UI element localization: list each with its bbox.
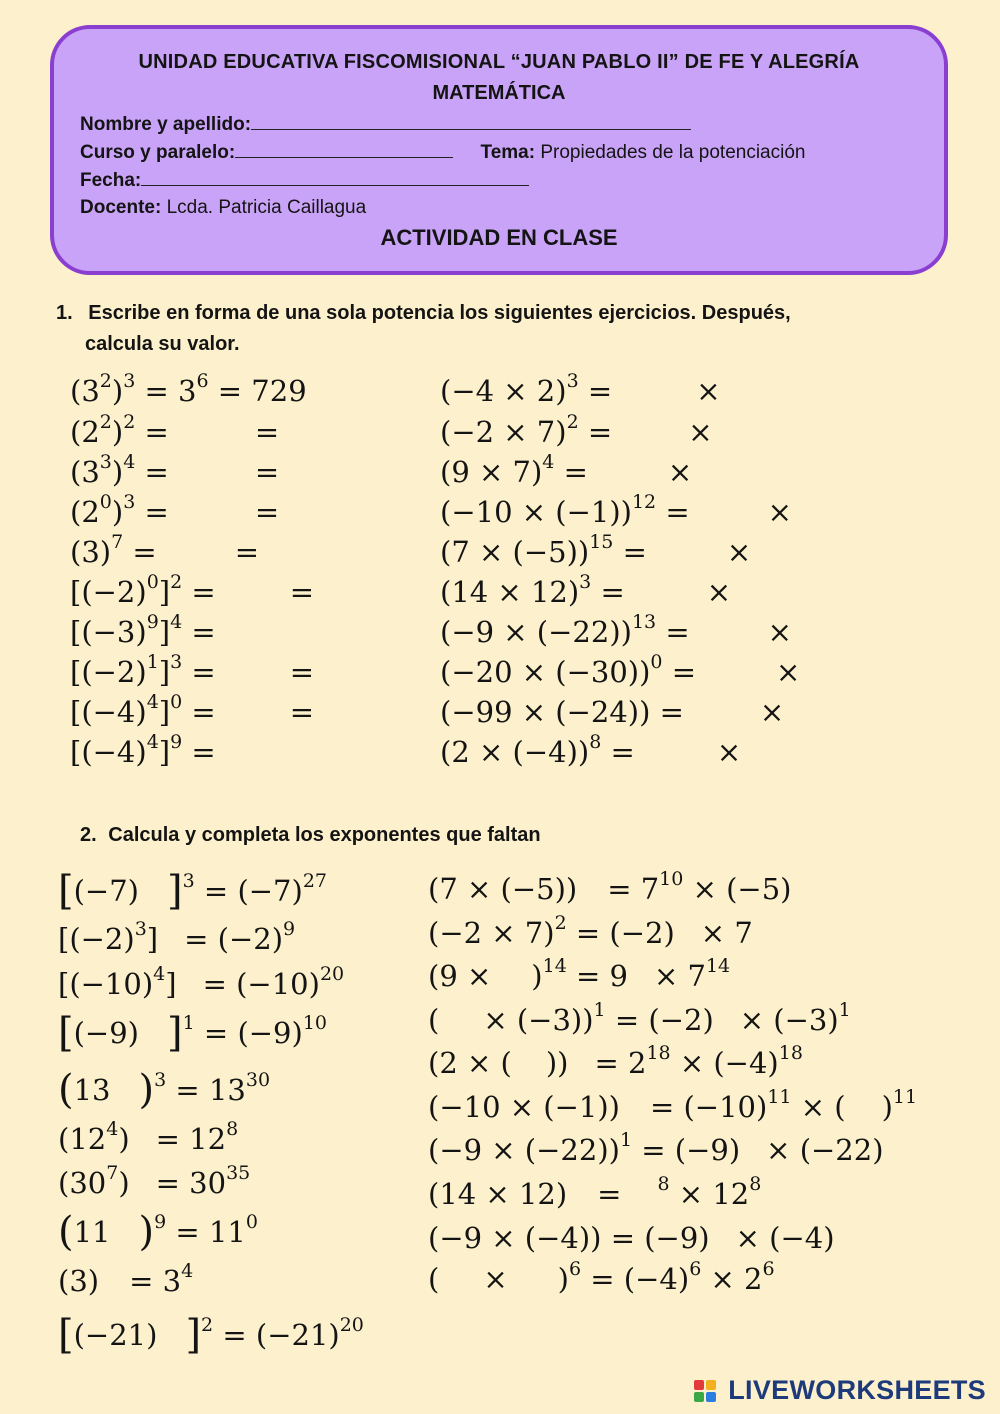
date-label: Fecha: <box>80 170 142 191</box>
q2-left-eq-4: [(−9) ]$^1 = (-9)^{10}$ <box>58 1010 328 1056</box>
teacher-row <box>80 197 366 219</box>
q2-left-eq-3: $[(-10)^4] = (-10)^{20}$ <box>58 962 345 1001</box>
q1-right-eq-3: $(9 \times 7)^4$ = × <box>440 450 693 489</box>
q2-right-eq-3: $(9 \times )^{14} = 9 \times 7^{14}$ <box>428 954 731 993</box>
q2-number: 2. <box>80 824 97 846</box>
name-label: Nombre y apellido: <box>80 114 252 135</box>
q1-left-eq-1: $(3^2)^3 = 3^6 = 729$ <box>70 369 307 408</box>
course-row <box>80 142 805 164</box>
q1-right-eq-5: $(7 \times (-5))^{15}$ = × <box>440 530 752 569</box>
q2-title <box>80 820 541 851</box>
q1-left-eq-2: $(2^2)^2$ = = <box>70 410 280 449</box>
activity-title: ACTIVIDAD EN CLASE <box>380 225 618 250</box>
q1-left-eq-5: $(3)^7$ = = <box>70 530 260 569</box>
q2-title-text: Calcula y completa los exponentes que faltan <box>108 824 541 846</box>
q1-right-eq-6: $(14 \times 12)^3$ = × <box>440 570 732 609</box>
name-input[interactable] <box>251 115 691 130</box>
q1-right-eq-8: $(-20 \times (-30))^0$ = × <box>440 650 801 689</box>
q1-left-eq-7: $[(-3)^9]^4$ = <box>70 610 216 649</box>
q1-left-eq-4: $(2^0)^3$ = = <box>70 490 280 529</box>
q2-left-eq-1: [(−7) ]$^3 = (-7)^{27}$ <box>58 868 328 914</box>
q2-left-eq-10: [(−21) ]$^2 = (-21)^{20}$ <box>58 1312 364 1358</box>
liveworksheets-logo-icon <box>694 1380 716 1402</box>
q1-left-eq-9: $[(-4)^4]^0$ = = <box>70 690 315 729</box>
q1-title-line2: calcula su valor. <box>85 333 240 355</box>
q2-right-eq-8: $(14 \times 12) = ^8 \times 12^8$ <box>428 1172 762 1211</box>
topic-label: Tema: <box>480 142 536 163</box>
q1-left-eq-6: $[(-2)^0]^2$ = = <box>70 570 315 609</box>
q1-title <box>56 298 936 360</box>
q2-right-eq-7: $(-9 \times (-22))^1 = (-9) \times (-22)$ <box>428 1128 884 1167</box>
q1-right-eq-7: $(-9 \times (-22))^{13}$ = × <box>440 610 792 649</box>
course-label: Curso y paralelo: <box>80 142 236 163</box>
header-box <box>50 25 948 275</box>
date-input[interactable] <box>141 171 529 186</box>
date-row <box>80 170 529 192</box>
subject-title: MATEMÁTICA <box>432 82 566 104</box>
q2-right-eq-4: ( × $(-3))^1 = (-2) \times (-3)^1$ <box>428 998 851 1037</box>
teacher-label: Docente: <box>80 197 162 218</box>
q2-left-eq-2: $[(-2)^3] = (-2)^9$ <box>58 917 296 956</box>
teacher-value: Lcda. Patricia Caillagua <box>166 197 367 218</box>
q2-left-eq-9: $(3) = 3^4$ <box>58 1259 194 1298</box>
course-input[interactable] <box>235 143 453 158</box>
q1-left-eq-3: $(3^3)^4$ = = <box>70 450 280 489</box>
q1-title-line1: Escribe en forma de una sola potencia los siguientes ejercicios. Después, <box>88 302 791 324</box>
q2-left-eq-6: $(12^4) = 12^8$ <box>58 1117 239 1156</box>
school-name: UNIDAD EDUCATIVA FISCOMISIONAL “JUAN PABLO II” DE FE Y ALEGRÍA <box>138 51 860 73</box>
q2-right-eq-5: (2 × ( )) = $2^{18} \times (-4)^{18}$ <box>428 1041 803 1080</box>
name-row <box>80 114 691 136</box>
q1-right-eq-4: $(-10 \times (-1))^{12}$ = × <box>440 490 792 529</box>
q2-left-eq-8: (11 )$^9 = 11^0$ <box>58 1209 258 1255</box>
brand-name: LIVEWORKSHEETS <box>728 1375 986 1405</box>
q1-right-eq-10: $(2 \times (-4))^8$ = × <box>440 730 742 769</box>
topic-value: Propiedades de la potenciación <box>540 142 806 163</box>
q2-left-eq-7: $(30^7) = 30^{35}$ <box>58 1161 251 1200</box>
q1-right-eq-9: (−99 × (−24)) = × <box>440 695 785 729</box>
q2-right-eq-1: $(7 \times (-5)) = 7^{10} \times (-5)$ <box>428 867 792 906</box>
q2-right-eq-9: (−9 × (−4)) = (−9) × (−4) <box>428 1221 835 1255</box>
q1-left-eq-8: $[(-2)^1]^3$ = = <box>70 650 315 689</box>
q2-right-eq-6: $(-10 \times (-1)) = (-10)^{11}$ × ( )$^{11}$ <box>428 1085 918 1124</box>
q2-right-eq-10: ( × )$^6 = (-4)^6 \times 2^6$ <box>428 1257 775 1296</box>
q1-right-eq-2: $(-2 \times 7)^2$ = × <box>440 410 713 449</box>
q1-number: 1. <box>56 302 73 324</box>
q2-right-eq-2: $(-2 \times 7)^2 = (-2) \times 7$ <box>428 911 753 950</box>
q2-left-eq-5: (13 )$^3 = 13^{30}$ <box>58 1067 271 1113</box>
q1-left-eq-10: $[(-4)^4]^9$ = <box>70 730 216 769</box>
q1-right-eq-1: $(-4 \times 2)^3$ = × <box>440 369 721 408</box>
